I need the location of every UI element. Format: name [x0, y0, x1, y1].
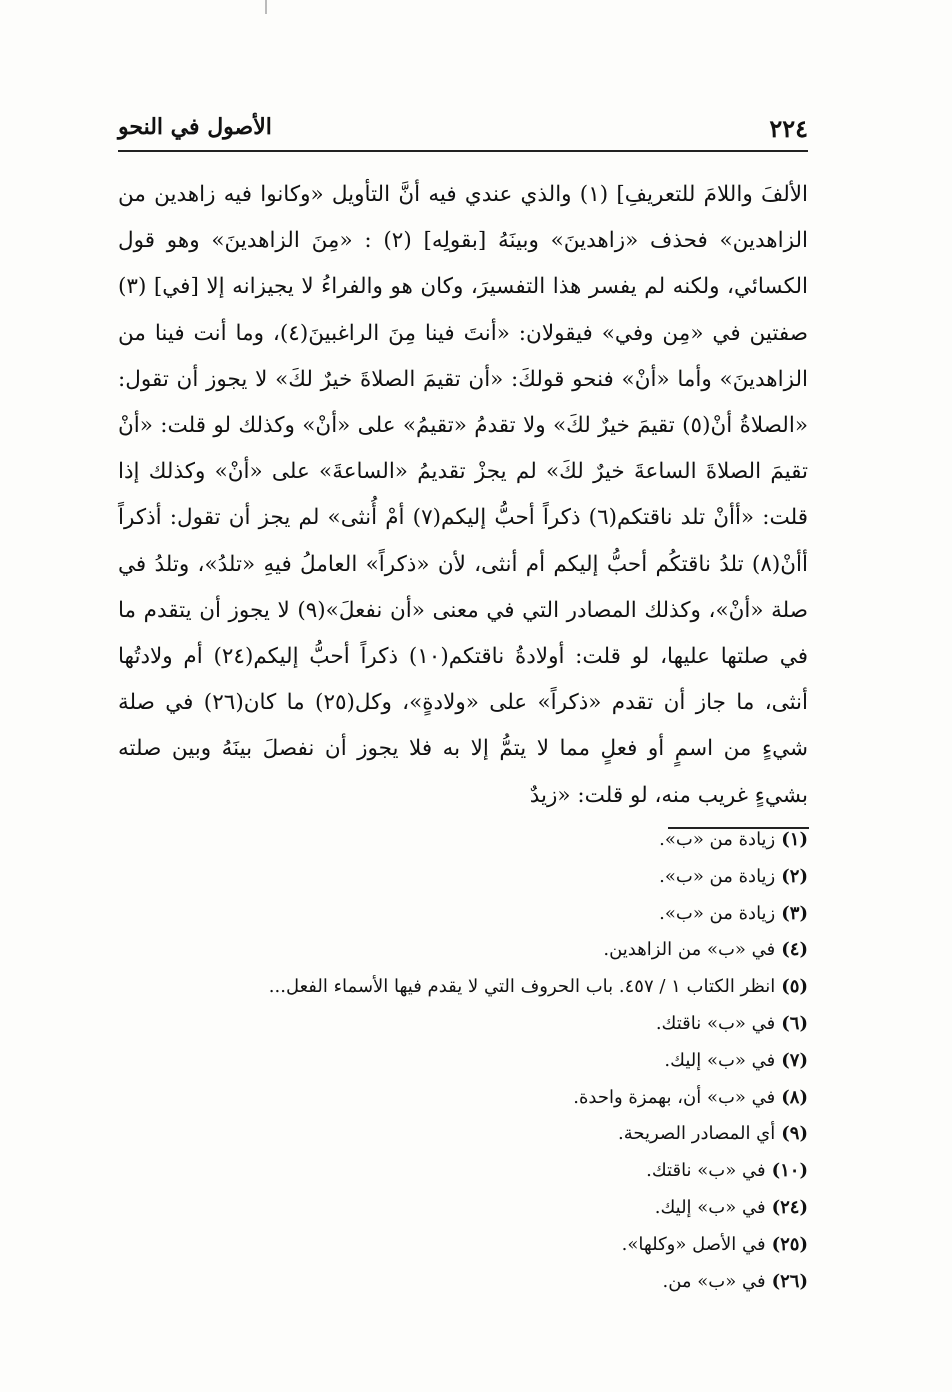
footnote [150, 1264, 808, 1301]
footnote [150, 1153, 808, 1190]
footnotes-list [150, 822, 808, 1300]
footnote-text: زيادة من «ب». [659, 902, 776, 924]
footnote [150, 896, 808, 933]
footnote-number: (٢٦) [771, 1270, 808, 1292]
footnote-text: في «ب» من الزاهدين. [603, 939, 776, 961]
footnote-number: (٨) [781, 1086, 808, 1108]
footnote-number: (٢٤) [771, 1196, 808, 1218]
main-text [118, 172, 808, 819]
footnote-text: في «ب» ناقتك. [655, 1012, 776, 1034]
footnote [150, 1116, 808, 1153]
footnote-text: في «ب» إليك. [654, 1196, 766, 1218]
scan-mark [265, 0, 267, 14]
footnote-text: أي المصادر الصريحة. [618, 1123, 776, 1145]
footnote [150, 1080, 808, 1117]
footnote [150, 859, 808, 896]
header-rule [118, 150, 808, 152]
footnote-number: (٢) [781, 865, 808, 887]
footnote-text: في الأصل «وكلها». [621, 1233, 766, 1255]
footnote-number: (٩) [781, 1123, 808, 1145]
footnote [150, 1227, 808, 1264]
footnote-text: في «ب» من. [662, 1270, 766, 1292]
footnote-number: (٢٥) [771, 1233, 808, 1255]
book-title: الأصول في النحو [118, 114, 272, 140]
footnote-text: في «ب» ناقتك. [646, 1160, 766, 1182]
footnote-text: في «ب» إليك. [664, 1049, 776, 1071]
footnote-text: زيادة من «ب». [659, 829, 776, 850]
footnote-number: (٣) [781, 902, 808, 924]
footnote-text: زيادة من «ب». [659, 865, 776, 887]
footnote [150, 932, 808, 969]
footnote [150, 1043, 808, 1080]
body-paragraph: الألفَ واللامَ للتعريفِ] (١) والذي عندي فيه أنَّ التأويل «وكانوا فيه زاهدين من الزاهدين» فحذف «زاهدينَ» وبينَهُ [بقولِه] (٢) : «مِنَ الزاهدينَ» وهو قول الكسائي، ولكنه لم يفسر هذا التفسيرَ، وكان هو والفراءُ لا يجيزانه إلا [في] (٣) صفتين في «مِن وفي» فيقولان: «أنتَ فينا مِنَ الراغبينَ(٤)، وما أنت فينا من الزاهدينَ» وأما «أنْ» فنحو قولكَ: «أن تقيمَ الصلاةَ خيرٌ لكَ» لا يجوز أن تقول: «الصلاةُ أنْ(٥) تقيمَ خيرٌ لكَ» ولا تقدمُ «تقيمُ» على «أنْ» وكذلك لو قلت: «أنْ تقيمَ الصلاةَ الساعةَ خيرٌ لكَ» لم يجزْ تقديمُ «الساعةَ» على «أنْ» وكذلك إذا قلت: «أأنْ تلد ناقتكم(٦) ذكراً أحبُّ إليكم(٧) أمْ أُنثى» لم يجز أن تقول: أذكراً أأنْ(٨) تلدُ ناقتكُم أحبُّ إليكم أم أنثى، لأن «ذكراً» العاملُ فيهِ «تلدُ»، وتلدُ في صلة «أنْ»، وكذلك المصادر التي في معنى «أن نفعلَ»(٩) لا يجوز أن يتقدم ما في صلتها عليها، لو قلت: أولادةُ ناقتكم(١٠) ذكراً أحبُّ إليكم(٢٤) أم ولادتُها أنثى، ما جاز أن تقدم «ذكراً» على «ولادةٍ»، وكل(٢٥) ما كان(٢٦) في صلة شيءٍ من اسمٍ أو فعلٍ مما لا يتمُّ إلا به فلا يجوز أن نفصلَ بينَهُ وبين صلته بشيءٍ غريب منه، لو قلت: «زيدٌ [118, 182, 809, 808]
footnote-number: (٧) [781, 1049, 808, 1071]
footnote [150, 1006, 808, 1043]
page-header [118, 112, 808, 148]
footnote [150, 969, 808, 1006]
footnote-text: في «ب» أن، بهمزة واحدة. [573, 1086, 776, 1108]
footnote-number: (١) [781, 829, 808, 850]
footnote [150, 822, 808, 859]
footnote-number: (٥) [781, 976, 808, 998]
footnote-number: (١٠) [771, 1160, 808, 1182]
footnote-number: (٤) [781, 939, 808, 961]
footnote-number: (٦) [781, 1012, 808, 1034]
footnote [150, 1190, 808, 1227]
footnote-text: انظر الكتاب ١ / ٤٥٧. باب الحروف التي لا يقدم فيها الأسماء الفعل... [268, 976, 776, 998]
page-number: ٢٢٤ [769, 114, 808, 143]
